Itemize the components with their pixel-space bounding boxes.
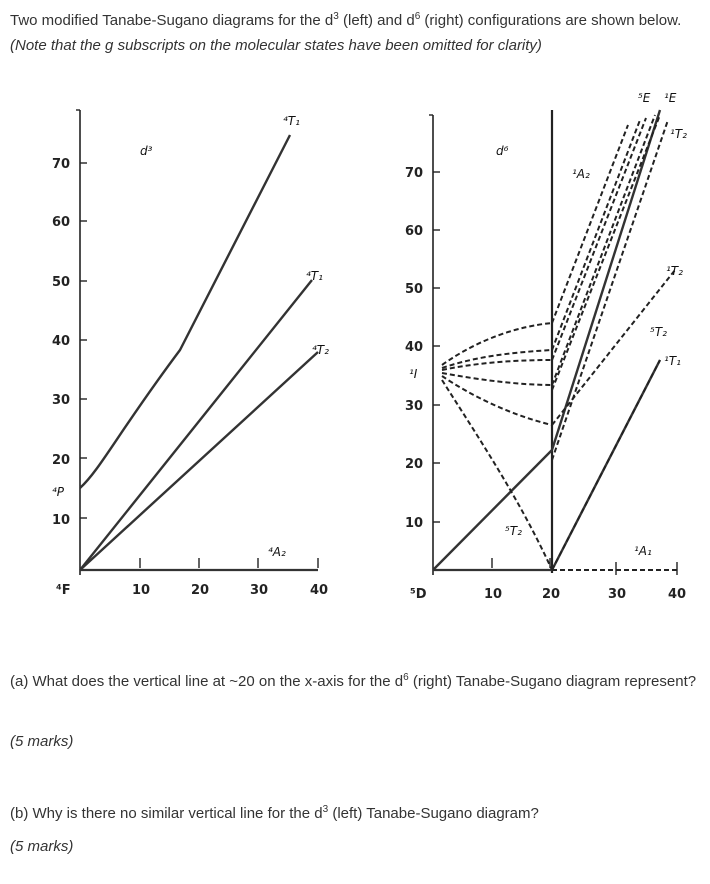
- left-curve-4t1-lower: [80, 280, 312, 570]
- right-ytick-20: 20: [405, 457, 424, 472]
- left-xtick-20: 20: [191, 583, 210, 598]
- question-b-sup: 3: [322, 804, 329, 815]
- intro-text: [10, 8, 700, 58]
- left-ytick-60: 60: [52, 215, 71, 230]
- right-ytick-10: 10: [405, 516, 424, 531]
- right-y-ticks: [433, 172, 440, 522]
- left-xtick-30: 30: [250, 583, 269, 598]
- tanabe-sugano-figure: [0, 80, 710, 620]
- left-ytick-20: 20: [52, 453, 71, 468]
- right-xtick-40: 40: [668, 587, 687, 602]
- right-x-ticks: [492, 558, 677, 575]
- right-label-1t2-right: ¹T₂: [666, 264, 683, 278]
- right-ytick-50: 50: [405, 282, 424, 297]
- left-curve-4t1-upper: [80, 135, 290, 488]
- left-label-4t1-lower: ⁴T₁: [306, 269, 323, 283]
- right-ytick-60: 60: [405, 224, 424, 239]
- question-a-sup: 6: [403, 672, 409, 683]
- question-b-part-b: (left) Tanabe-Sugano diagram?: [328, 805, 539, 822]
- right-curve-5e-right: [552, 110, 660, 450]
- left-4p-label: ⁴P: [52, 485, 65, 499]
- right-1i-label: ¹I: [409, 367, 418, 381]
- left-label-4t1-upper: ⁴T₁: [283, 114, 300, 128]
- right-ytick-40: 40: [405, 340, 424, 355]
- right-label-5t2-bottom: ⁵T₂: [505, 524, 522, 538]
- question-b-part-a: (b) Why is there no similar vertical line for the d: [10, 805, 323, 822]
- tanabe-sugano-svg: [0, 80, 710, 620]
- left-curve-4t2: [80, 352, 318, 570]
- left-config-label: d³: [140, 144, 153, 158]
- right-origin-label: ⁵D: [410, 587, 427, 602]
- right-label-1a1: ¹A₁: [634, 544, 652, 558]
- right-config-label: d⁶: [496, 144, 509, 158]
- left-label-4a2: ⁴A₂: [268, 545, 286, 559]
- right-label-5t2-right: ⁵T₂: [650, 325, 667, 339]
- right-ytick-30: 30: [405, 399, 424, 414]
- question-b: [10, 802, 700, 826]
- left-origin-label: ⁴F: [56, 583, 71, 598]
- right-ytick-70: 70: [405, 166, 424, 181]
- left-ytick-40: 40: [52, 334, 71, 349]
- left-xtick-10: 10: [132, 583, 151, 598]
- left-ytick-50: 50: [52, 275, 71, 290]
- left-diagram: [52, 110, 329, 598]
- left-xtick-40: 40: [310, 583, 329, 598]
- right-xtick-20: 20: [542, 587, 561, 602]
- right-label-1t1: ¹T₁: [664, 354, 681, 368]
- question-b-marks: (5 marks): [10, 838, 74, 855]
- question-a-part-a: (a) What does the vertical line at ~20 on the x-axis for the d: [10, 673, 404, 690]
- right-xtick-30: 30: [608, 587, 627, 602]
- right-label-1t2-top: ¹T₂: [670, 127, 687, 141]
- question-a-marks: (5 marks): [10, 733, 74, 750]
- left-y-ticks: [80, 163, 87, 518]
- right-label-1a2: ¹A₂: [572, 167, 590, 181]
- intro-part-c: (right) configurations are shown below.: [420, 12, 682, 29]
- left-ytick-30: 30: [52, 393, 71, 408]
- question-a-part-b: (right) Tanabe-Sugano diagram represent?: [408, 673, 697, 690]
- intro-part-b: (left) and d: [338, 12, 415, 29]
- intro-note: (Note that the g subscripts on the molecular states have been omitted for clarity): [10, 37, 542, 54]
- right-label-1e: ¹E: [664, 91, 677, 105]
- right-xtick-10: 10: [484, 587, 503, 602]
- left-x-ticks: [140, 558, 318, 568]
- left-label-4t2: ⁴T₂: [312, 343, 329, 357]
- left-ytick-70: 70: [52, 157, 71, 172]
- question-a: [10, 670, 700, 694]
- left-ytick-10: 10: [52, 513, 71, 528]
- right-label-5e: ⁵E: [638, 91, 651, 105]
- intro-sup-b: 6: [414, 11, 421, 22]
- right-diagram: [405, 91, 687, 602]
- intro-sup-a: 3: [333, 11, 339, 22]
- right-curve-5e-left: [433, 450, 552, 570]
- intro-part-a: Two modified Tanabe-Sugano diagrams for the d: [10, 12, 334, 29]
- right-dashed-curves: [442, 115, 680, 570]
